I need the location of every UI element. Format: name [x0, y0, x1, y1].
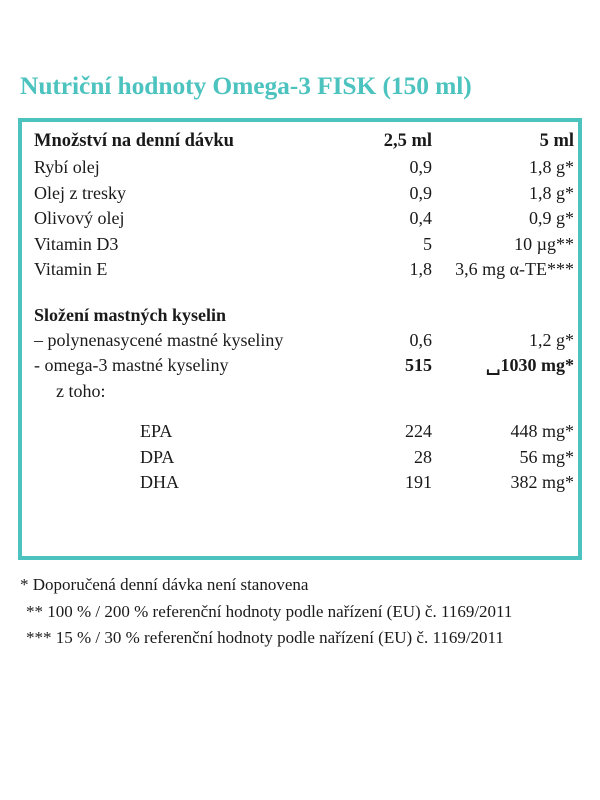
table-row	[22, 353, 586, 379]
table-header-row	[22, 128, 586, 155]
row-value-small: 0,4	[409, 208, 432, 228]
nutrition-table	[22, 128, 586, 496]
footnote-item: *** 15 % / 30 % referenční hodnoty podle nařízení (EU) č. 1169/2011	[26, 628, 504, 647]
header-dose-large: 5 ml	[539, 131, 574, 151]
table-row	[22, 181, 586, 207]
row-value-small: 28	[414, 446, 432, 467]
row-value-small: 224	[405, 421, 432, 441]
row-label: – polynenasycené mastné kyseliny	[34, 329, 284, 350]
footnotes	[20, 572, 576, 652]
table-row	[22, 206, 586, 232]
table-row	[22, 155, 586, 181]
row-value-small: 0,9	[409, 157, 432, 177]
row-label: Vitamin E	[34, 259, 108, 279]
table-row	[22, 445, 586, 471]
row-label: Olej z tresky	[34, 182, 126, 203]
row-value-large: 1,8 g*	[529, 157, 574, 177]
row-value-large: 3,6 mg α-TE***	[455, 259, 574, 279]
row-value-small: 1,8	[409, 259, 432, 279]
row-label: EPA	[140, 421, 173, 441]
row-label: Vitamin D3	[34, 233, 119, 254]
row-spacer	[22, 404, 586, 419]
nutrition-table-panel	[18, 118, 582, 560]
header-label: Množství na denní dávku	[34, 131, 234, 151]
section-title: Složení mastných kyselin	[34, 304, 227, 325]
row-value-large: 1,8 g*	[529, 182, 574, 203]
row-label: Olivový olej	[34, 208, 125, 228]
row-value-small: 0,9	[409, 182, 432, 203]
footnote-item: ** 100 % / 200 % referenční hodnoty podle nařízení (EU) č. 1169/2011	[26, 601, 513, 621]
row-value-large: 10 µg**	[514, 233, 574, 254]
row-label: Rybí olej	[34, 157, 100, 177]
row-value-large: 0,9 g*	[529, 208, 574, 228]
of-which-row	[22, 379, 586, 405]
header-dose-small: 2,5 ml	[383, 131, 432, 151]
table-row	[22, 232, 586, 258]
page-title: Nutriční hodnoty Omega-3 FISK (150 ml)	[20, 71, 472, 100]
row-value-small: 5	[423, 233, 432, 254]
table-row	[22, 470, 586, 496]
row-value-large: 1,2 g*	[529, 329, 574, 350]
row-value-small: 0,6	[409, 329, 432, 350]
row-label: DPA	[140, 446, 175, 467]
table-row	[22, 419, 586, 445]
section-heading-row	[22, 302, 586, 328]
row-spacer	[22, 283, 586, 302]
row-value-large: 382 mg*	[510, 472, 574, 492]
of-which-label: z toho:	[56, 380, 106, 401]
row-value-small: 191	[405, 472, 432, 492]
row-value-small: 515	[405, 355, 432, 375]
row-value-large: ␣1030 mg*	[485, 355, 574, 375]
row-value-large: 448 mg*	[510, 421, 574, 441]
row-value-large: 56 mg*	[519, 446, 574, 467]
footnote-item: * Doporučená denní dávka není stanovena	[20, 575, 309, 594]
table-row	[22, 328, 586, 354]
table-row	[22, 257, 586, 283]
row-label: DHA	[140, 472, 179, 492]
row-label: - omega-3 mastné kyseliny	[34, 355, 229, 375]
